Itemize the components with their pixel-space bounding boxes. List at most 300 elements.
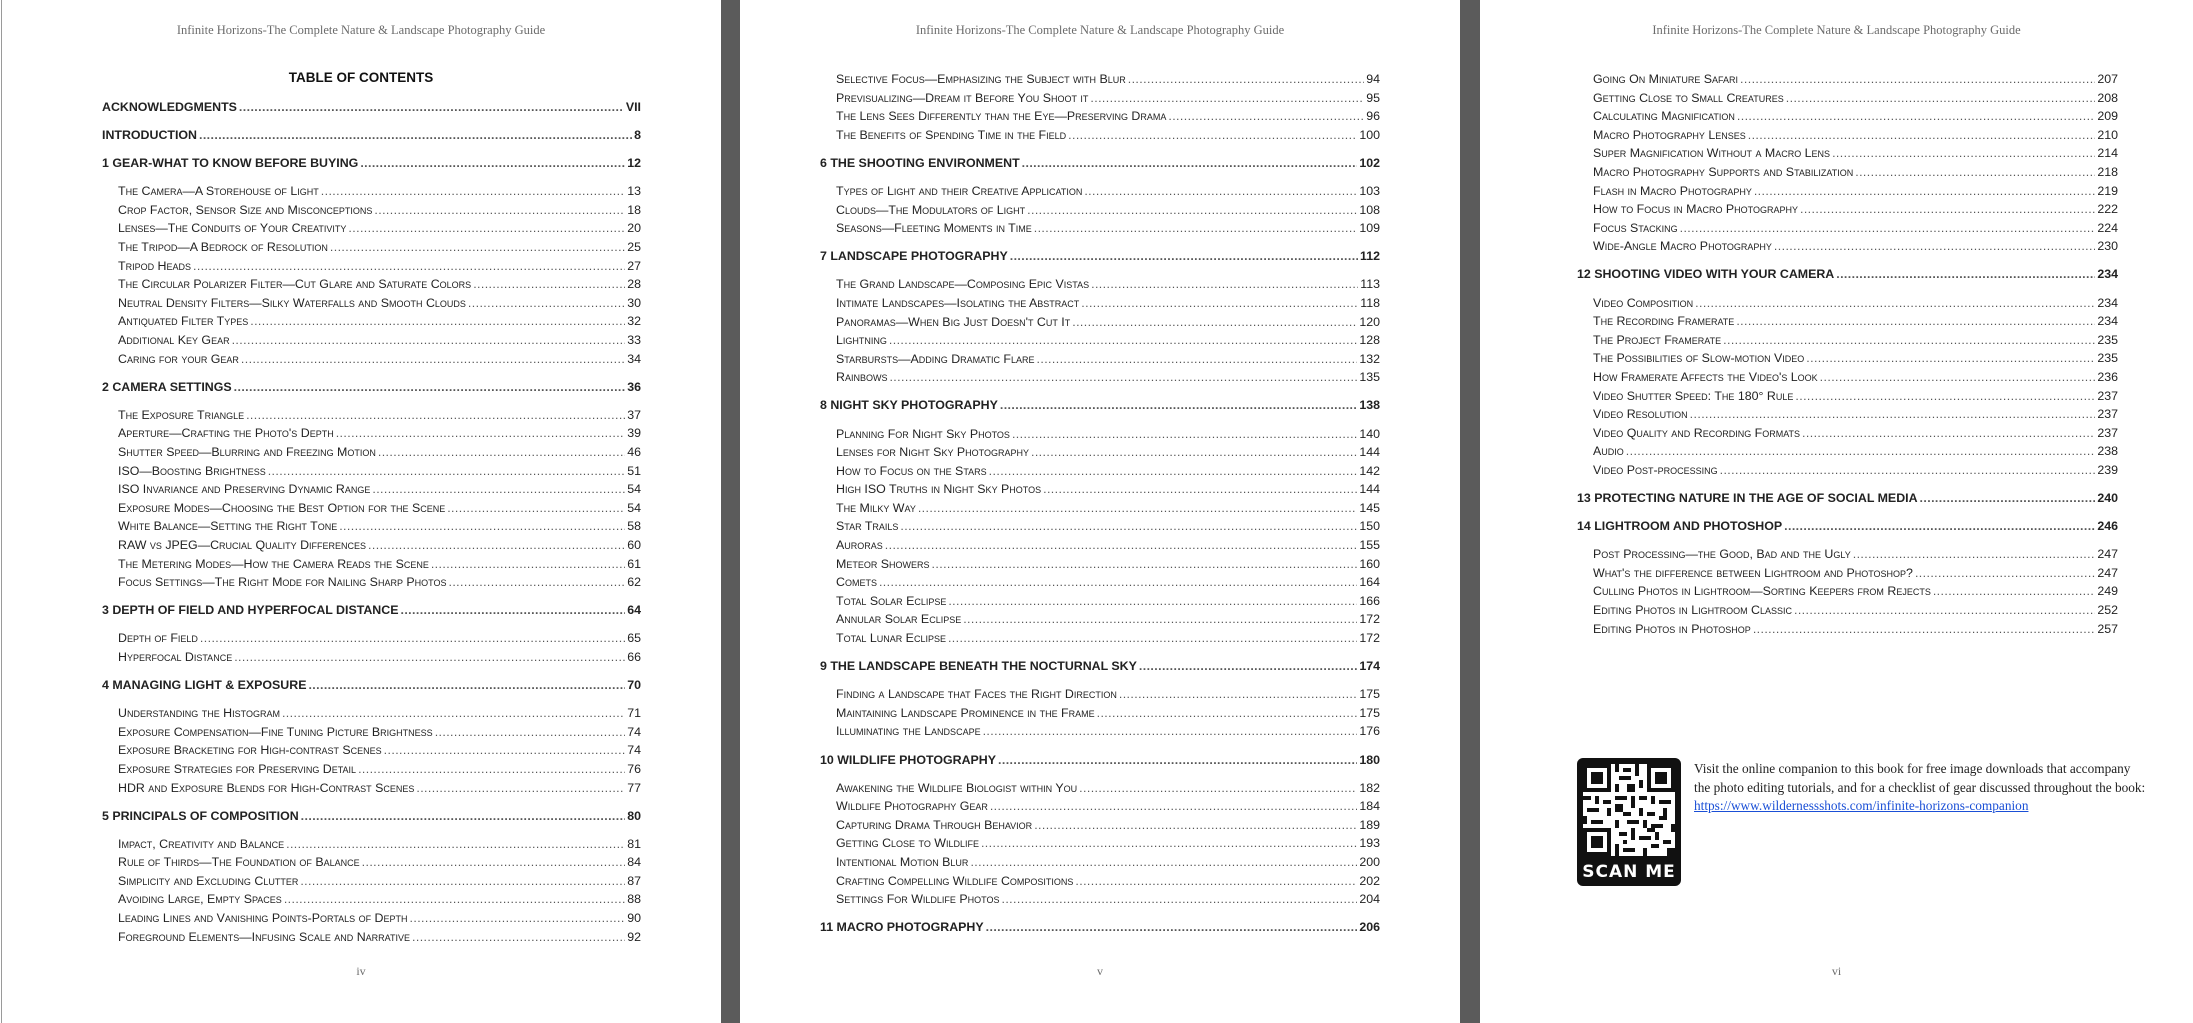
dot-leader (1091, 275, 1358, 294)
toc-entry-title: The Exposure Triangle (118, 407, 245, 422)
toc-entry-title: Finding a Landscape that Faces the Right Direction (836, 687, 1117, 702)
dot-leader (1795, 387, 2095, 406)
toc-entry-title: HDR and Exposure Blends for High-Contrast Scenes (118, 780, 415, 795)
toc-entry-title: Macro Photography Supports and Stabilization (1593, 164, 1854, 179)
toc-entry-page: 13 (627, 184, 641, 199)
toc-chapter-entry[interactable] (820, 154, 1380, 173)
toc-section-entry[interactable] (118, 312, 641, 331)
toc-section-entry[interactable] (836, 294, 1380, 313)
dot-leader (372, 480, 625, 499)
dot-leader (879, 573, 1357, 592)
toc-entry-page: 61 (627, 556, 641, 571)
dot-leader (336, 424, 626, 443)
dot-leader (1800, 200, 2095, 219)
toc-entry-page: 58 (627, 519, 641, 534)
page-gutter (1460, 0, 1480, 1023)
toc-section-entry[interactable] (1593, 312, 2118, 331)
toc-entry-title: Getting Close to Small Creatures (1593, 90, 1784, 105)
dot-leader (1690, 405, 2096, 424)
toc-entry-page: 246 (2097, 519, 2118, 534)
toc-chapter-entry[interactable] (1577, 265, 2118, 284)
companion-link[interactable]: https://www.wildernessshots.com/infinite-horizons-companion (1694, 798, 2029, 813)
toc-entry-page: 193 (1359, 836, 1380, 851)
toc-entry-title: The Camera—A Storehouse of Light (118, 184, 319, 199)
toc-entry-page: 54 (627, 500, 641, 515)
toc-entry-title: 13 PROTECTING NATURE IN THE AGE OF SOCIAL MEDIA (1577, 490, 1918, 505)
toc-section-entry[interactable] (836, 853, 1380, 872)
toc-section-entry[interactable] (836, 70, 1380, 89)
toc-section-entry[interactable] (118, 462, 641, 481)
toc-entry-title: 4 MANAGING LIGHT & EXPOSURE (102, 678, 307, 693)
dot-leader (1748, 126, 2096, 145)
toc-list (820, 70, 1380, 946)
toc-section-entry[interactable] (118, 741, 641, 760)
toc-entry-page: 103 (1359, 183, 1380, 198)
toc-entry-page: 81 (627, 836, 641, 851)
dot-leader (1855, 163, 2095, 182)
dot-leader (989, 462, 1358, 481)
toc-entry-title: White Balance—Setting the Right Tone (118, 519, 338, 534)
dot-leader (1097, 704, 1358, 723)
toc-entry-page: 95 (1366, 90, 1380, 105)
dot-leader (1820, 368, 2096, 387)
toc-entry-page: 176 (1359, 724, 1380, 739)
toc-section-entry[interactable] (118, 201, 641, 220)
toc-section-entry[interactable] (118, 480, 641, 499)
toc-section-entry[interactable] (118, 331, 641, 350)
toc-entry-page: 128 (1359, 333, 1380, 348)
toc-entry-title: Panoramas—When Big Just Doesn't Cut It (836, 314, 1071, 329)
toc-chapter-entry[interactable] (1577, 517, 2118, 536)
toc-entry-title: Annular Solar Eclipse (836, 612, 962, 627)
toc-chapter-entry[interactable] (102, 601, 641, 620)
toc-entry-title: Rule of Thirds—The Foundation of Balance (118, 855, 360, 870)
toc-section-entry[interactable] (118, 517, 641, 536)
toc-entry-page: 90 (627, 911, 641, 926)
toc-section-entry[interactable] (836, 480, 1380, 499)
toc-section-entry[interactable] (118, 555, 641, 574)
toc-chapter-entry[interactable] (102, 676, 641, 695)
toc-chapter-entry[interactable] (1577, 489, 2118, 508)
dot-leader (473, 275, 625, 294)
toc-entry-title: The Grand Landscape—Composing Epic Vistas (836, 277, 1090, 292)
dot-leader (1695, 294, 2095, 313)
toc-section-entry[interactable] (118, 648, 641, 667)
toc-entry-page: 70 (627, 678, 641, 693)
toc-entry-page: 96 (1366, 109, 1380, 124)
toc-entry-page: 239 (2097, 462, 2118, 477)
toc-entry-page: 172 (1359, 612, 1380, 627)
toc-section-entry[interactable] (118, 182, 641, 201)
toc-entry-title: Illuminating the Landscape (836, 724, 981, 739)
toc-section-entry[interactable] (118, 275, 641, 294)
dot-leader (1075, 872, 1357, 891)
toc-entry-page: 238 (2097, 444, 2118, 459)
dot-leader (983, 722, 1358, 741)
toc-section-entry[interactable] (1593, 405, 2118, 424)
dot-leader (282, 704, 625, 723)
toc-section-entry[interactable] (1593, 294, 2118, 313)
toc-entry-title: Clouds—The Modulators of Light (836, 202, 1026, 217)
toc-entry-page: 76 (627, 761, 641, 776)
dot-leader (1794, 601, 2095, 620)
toc-entry-title: Culling Photos in Lightroom—Sorting Keepers from Rejects (1593, 584, 1931, 599)
toc-section-entry[interactable] (836, 592, 1380, 611)
toc-section-entry[interactable] (836, 126, 1380, 145)
dot-leader (1832, 144, 2095, 163)
toc-entry-title: Capturing Drama Through Behavior (836, 817, 1033, 832)
dot-leader (1737, 107, 2095, 126)
dot-leader (1723, 331, 2095, 350)
toc-entry-page: 206 (1359, 920, 1380, 935)
toc-entry-page: 92 (627, 929, 641, 944)
toc-section-entry[interactable] (836, 313, 1380, 332)
toc-section-entry[interactable] (836, 201, 1380, 220)
dot-leader (1680, 219, 2096, 238)
toc-chapter-entry[interactable] (102, 126, 641, 145)
toc-chapter-entry[interactable] (820, 247, 1380, 266)
toc-entry-page: 135 (1359, 370, 1380, 385)
toc-section-entry[interactable] (118, 909, 641, 928)
toc-section-entry[interactable] (118, 238, 641, 257)
dot-leader (1736, 312, 2095, 331)
toc-entry-title: The Circular Polarizer Filter—Cut Glare and Saturate Colors (118, 277, 472, 292)
toc-section-entry[interactable] (118, 406, 641, 425)
dot-leader (1626, 442, 2096, 461)
toc-section-entry[interactable] (118, 928, 641, 947)
toc-section-entry[interactable] (118, 890, 641, 909)
toc-section-entry[interactable] (836, 182, 1380, 201)
toc-entry-page: 74 (627, 724, 641, 739)
dot-leader (1806, 349, 2095, 368)
toc-entry-page: 180 (1359, 752, 1380, 767)
dot-leader (268, 462, 625, 481)
toc-section-entry[interactable] (836, 834, 1380, 853)
toc-entry-page: 234 (2097, 314, 2118, 329)
toc-section-entry[interactable] (836, 797, 1380, 816)
toc-section-entry[interactable] (836, 872, 1380, 891)
toc-section-entry[interactable] (118, 835, 641, 854)
toc-entry-title: Video Shutter Speed: The 180° Rule (1593, 388, 1794, 403)
qr-code[interactable] (1577, 758, 1681, 886)
toc-section-entry[interactable] (1593, 601, 2118, 620)
toc-entry-title: Aperture—Crafting the Photo's Depth (118, 426, 334, 441)
dot-leader (234, 378, 626, 397)
dot-leader (986, 918, 1358, 937)
toc-section-entry[interactable] (1593, 582, 2118, 601)
toc-entry-page: 208 (2097, 90, 2118, 105)
toc-entry-title: Meteor Showers (836, 556, 930, 571)
toc-entry-title: ISO Invariance and Preserving Dynamic Range (118, 482, 371, 497)
toc-entry-page: 218 (2097, 164, 2118, 179)
toc-entry-page: 237 (2097, 407, 2118, 422)
toc-section-entry[interactable] (1593, 368, 2118, 387)
toc-section-entry[interactable] (836, 536, 1380, 555)
toc-section-entry[interactable] (1593, 70, 2118, 89)
toc-entry-title: Avoiding Large, Empty Spaces (118, 892, 282, 907)
toc-section-entry[interactable] (836, 890, 1380, 909)
qr-label: SCAN ME (1582, 862, 1676, 882)
toc-section-entry[interactable] (1593, 331, 2118, 350)
toc-entry-page: 175 (1359, 687, 1380, 702)
toc-entry-title: Going On Miniature Safari (1593, 72, 1739, 86)
toc-section-entry[interactable] (118, 779, 641, 798)
toc-entry-title: INTRODUCTION (102, 128, 197, 143)
toc-entry-page: 182 (1359, 780, 1380, 795)
toc-section-entry[interactable] (1593, 442, 2118, 461)
toc-entry-title: Video Post-processing (1593, 462, 1718, 477)
toc-entry-page: 37 (627, 407, 641, 422)
page-number: vi (1831, 964, 1842, 978)
dot-leader (232, 331, 626, 350)
toc-entry-title: How to Focus in Macro Photography (1593, 202, 1798, 217)
toc-section-entry[interactable] (836, 517, 1380, 536)
toc-entry-title: Planning For Night Sky Photos (836, 426, 1010, 441)
toc-section-entry[interactable] (118, 872, 641, 891)
toc-section-entry[interactable] (1593, 424, 2118, 443)
toc-section-entry[interactable] (1593, 545, 2118, 564)
toc-entry-page: 247 (2097, 565, 2118, 580)
toc-section-entry[interactable] (836, 573, 1380, 592)
toc-entry-title: Maintaining Landscape Prominence in the Frame (836, 705, 1095, 720)
toc-entry-title: Types of Light and their Creative Application (836, 183, 1083, 198)
toc-entry-title: Neutral Density Filters—Silky Waterfalls and Smooth Clouds (118, 295, 466, 310)
toc-entry-page: 102 (1359, 155, 1380, 170)
toc-section-entry[interactable] (836, 685, 1380, 704)
toc-entry-title: Calculating Magnification (1593, 109, 1735, 124)
toc-section-entry[interactable] (1593, 182, 2118, 201)
dot-leader (348, 219, 625, 238)
toc-entry-page: 66 (627, 649, 641, 664)
dot-leader (431, 555, 625, 574)
toc-section-entry[interactable] (836, 368, 1380, 387)
toc-entry-title: The Possibilities of Slow-motion Video (1593, 351, 1805, 366)
dot-leader (239, 98, 624, 117)
toc-entry-title: The Metering Modes—How the Camera Reads the Scene (118, 556, 429, 571)
toc-chapter-entry[interactable] (102, 378, 641, 397)
toc-entry-page: 230 (2097, 239, 2118, 254)
toc-entry-page: 207 (2097, 72, 2118, 86)
dot-leader (308, 676, 625, 695)
toc-entry-title: Exposure Bracketing for High-contrast Scenes (118, 743, 382, 758)
toc-entry-title: Total Solar Eclipse (836, 593, 947, 608)
toc-entry-page: 112 (1360, 249, 1380, 264)
page-edge (1, 0, 2, 1023)
toc-entry-title: Super Magnification Without a Macro Lens (1593, 146, 1831, 161)
toc-section-entry[interactable] (1593, 144, 2118, 163)
toc-section-entry[interactable] (836, 425, 1380, 444)
toc-section-entry[interactable] (836, 816, 1380, 835)
toc-entry-page: 222 (2097, 202, 2118, 217)
toc-entry-title: 14 LIGHTROOM AND PHOTOSHOP (1577, 519, 1783, 534)
toc-entry-page: 252 (2097, 602, 2118, 617)
toc-entry-title: 9 THE LANDSCAPE BENEATH THE NOCTURNAL SKY (820, 659, 1137, 674)
toc-entry-page: 235 (2097, 332, 2118, 347)
toc-entry-page: 224 (2097, 220, 2118, 235)
dot-leader (384, 741, 626, 760)
dot-leader (1853, 545, 2096, 564)
toc-entry-title: Focus Settings—The Right Mode for Nailing Sharp Photos (118, 575, 447, 590)
toc-entry-title: Flash in Macro Photography (1593, 183, 1752, 198)
toc-section-entry[interactable] (836, 779, 1380, 798)
toc-section-entry[interactable] (1593, 237, 2118, 256)
toc-entry-title: Video Quality and Recording Formats (1593, 425, 1801, 440)
toc-entry-page: 247 (2097, 547, 2118, 562)
toc-section-entry[interactable] (118, 853, 641, 872)
toc-entry-page: 87 (627, 873, 641, 888)
toc-chapter-entry[interactable] (820, 751, 1380, 770)
toc-section-entry[interactable] (836, 275, 1380, 294)
toc-section-entry[interactable] (836, 610, 1380, 629)
dot-leader (1084, 182, 1357, 201)
toc-section-entry[interactable] (1593, 620, 2118, 639)
dot-leader (1034, 816, 1357, 835)
dot-leader (1027, 201, 1357, 220)
dot-leader (900, 517, 1357, 536)
toc-entry-title: The Recording Framerate (1593, 314, 1735, 329)
toc-section-entry[interactable] (118, 723, 641, 742)
page-iv (1, 0, 721, 1023)
companion-text (1694, 760, 2149, 816)
dot-leader (1034, 219, 1358, 238)
toc-section-entry[interactable] (118, 219, 641, 238)
toc-section-entry[interactable] (118, 760, 641, 779)
dot-leader (246, 406, 625, 425)
dot-leader (1753, 620, 2096, 639)
toc-section-entry[interactable] (836, 89, 1380, 108)
dot-leader (250, 312, 625, 331)
toc-section-entry[interactable] (836, 555, 1380, 574)
dot-leader (1920, 489, 2096, 508)
toc-section-entry[interactable] (118, 257, 641, 276)
toc-section-entry[interactable] (836, 462, 1380, 481)
toc-section-entry[interactable] (118, 536, 641, 555)
toc-entry-title: Editing Photos in Lightroom Classic (1593, 602, 1792, 617)
toc-section-entry[interactable] (1593, 163, 2118, 182)
toc-entry-title: Settings For Wildlife Photos (836, 892, 1000, 907)
toc-section-entry[interactable] (836, 219, 1380, 238)
toc-section-entry[interactable] (118, 350, 641, 369)
dot-leader (1128, 70, 1364, 89)
toc-section-entry[interactable] (836, 722, 1380, 741)
toc-entry-title: Exposure Modes—Choosing the Best Option for the Scene (118, 500, 446, 515)
toc-entry-title: 2 CAMERA SETTINGS (102, 379, 232, 394)
toc-chapter-entry[interactable] (820, 396, 1380, 415)
dot-leader (435, 723, 626, 742)
toc-chapter-entry[interactable] (102, 807, 641, 826)
dot-leader (200, 629, 625, 648)
toc-entry-page: 12 (627, 156, 641, 171)
toc-section-entry[interactable] (1593, 107, 2118, 126)
running-header: Infinite Horizons-The Complete Nature & Landscape Photography Guide (915, 23, 1285, 37)
toc-section-entry[interactable] (836, 499, 1380, 518)
toc-section-entry[interactable] (118, 704, 641, 723)
dot-leader (918, 499, 1357, 518)
dot-leader (885, 536, 1358, 555)
toc-entry-title: Getting Close to Wildlife (836, 836, 979, 851)
toc-section-entry[interactable] (118, 629, 641, 648)
toc-title: TABLE OF CONTENTS (288, 70, 434, 85)
toc-section-entry[interactable] (836, 107, 1380, 126)
toc-entry-page: 145 (1359, 500, 1380, 515)
toc-chapter-entry[interactable] (820, 918, 1380, 937)
toc-section-entry[interactable] (1593, 89, 2118, 108)
toc-entry-page: 54 (627, 482, 641, 497)
toc-entry-page: 174 (1359, 659, 1380, 674)
toc-entry-page: 237 (2097, 425, 2118, 440)
toc-section-entry[interactable] (1593, 564, 2118, 583)
toc-entry-page: 160 (1359, 556, 1380, 571)
toc-entry-page: 108 (1359, 202, 1380, 217)
toc-section-entry[interactable] (836, 350, 1380, 369)
toc-entry-title: 5 PRINCIPALS OF COMPOSITION (102, 808, 299, 823)
toc-entry-title: RAW vs JPEG—Crucial Quality Differences (118, 537, 367, 552)
dot-leader (410, 909, 626, 928)
dot-leader (1774, 237, 2095, 256)
toc-section-entry[interactable] (118, 294, 641, 313)
dot-leader (990, 797, 1357, 816)
toc-section-entry[interactable] (1593, 219, 2118, 238)
toc-entry-title: How to Focus on the Stars (836, 463, 987, 478)
toc-entry-page: 25 (627, 240, 641, 255)
dot-leader (1012, 425, 1357, 444)
toc-section-entry[interactable] (836, 704, 1380, 723)
toc-entry-page: 144 (1359, 482, 1380, 497)
toc-section-entry[interactable] (1593, 349, 2118, 368)
toc-section-entry[interactable] (118, 499, 641, 518)
toc-entry-title: Additional Key Gear (118, 333, 230, 348)
dot-leader (1139, 657, 1357, 676)
toc-chapter-entry[interactable] (102, 154, 641, 173)
toc-entry-page: 189 (1359, 817, 1380, 832)
toc-entry-page: 27 (627, 258, 641, 273)
toc-entry-title: Audio (1593, 444, 1624, 459)
toc-section-entry[interactable] (836, 331, 1380, 350)
toc-section-entry[interactable] (118, 424, 641, 443)
toc-entry-page: 118 (1360, 295, 1380, 310)
toc-section-entry[interactable] (1593, 200, 2118, 219)
toc-section-entry[interactable] (1593, 461, 2118, 480)
toc-chapter-entry[interactable] (102, 98, 641, 117)
toc-entry-page: 175 (1359, 705, 1380, 720)
toc-section-entry[interactable] (118, 443, 641, 462)
dot-leader (1119, 685, 1357, 704)
dot-leader (330, 238, 625, 257)
toc-entry-title: Previsualizing—Dream it Before You Shoot it (836, 90, 1089, 105)
toc-section-entry[interactable] (118, 573, 641, 592)
toc-entry-page: 120 (1359, 314, 1380, 329)
toc-section-entry[interactable] (836, 443, 1380, 462)
toc-entry-page: 234 (2097, 295, 2118, 310)
toc-chapter-entry[interactable] (820, 657, 1380, 676)
toc-entry-page: 234 (2097, 267, 2118, 282)
toc-entry-page: 144 (1359, 445, 1380, 460)
dot-leader (378, 443, 625, 462)
toc-entry-title: Rainbows (836, 370, 888, 385)
toc-entry-page: 18 (627, 202, 641, 217)
toc-entry-page: 219 (2097, 183, 2118, 198)
toc-section-entry[interactable] (1593, 387, 2118, 406)
toc-entry-page: 138 (1359, 398, 1380, 413)
companion-block (1577, 758, 2147, 888)
dot-leader (339, 517, 625, 536)
dot-leader (449, 573, 626, 592)
toc-entry-title: Lenses—The Conduits of Your Creativity (118, 221, 347, 236)
toc-entry-title: How Framerate Affects the Video's Look (1593, 369, 1818, 384)
toc-section-entry[interactable] (1593, 126, 2118, 145)
toc-section-entry[interactable] (836, 629, 1380, 648)
toc-entry-title: Leading Lines and Vanishing Points-Portals of Depth (118, 911, 408, 926)
